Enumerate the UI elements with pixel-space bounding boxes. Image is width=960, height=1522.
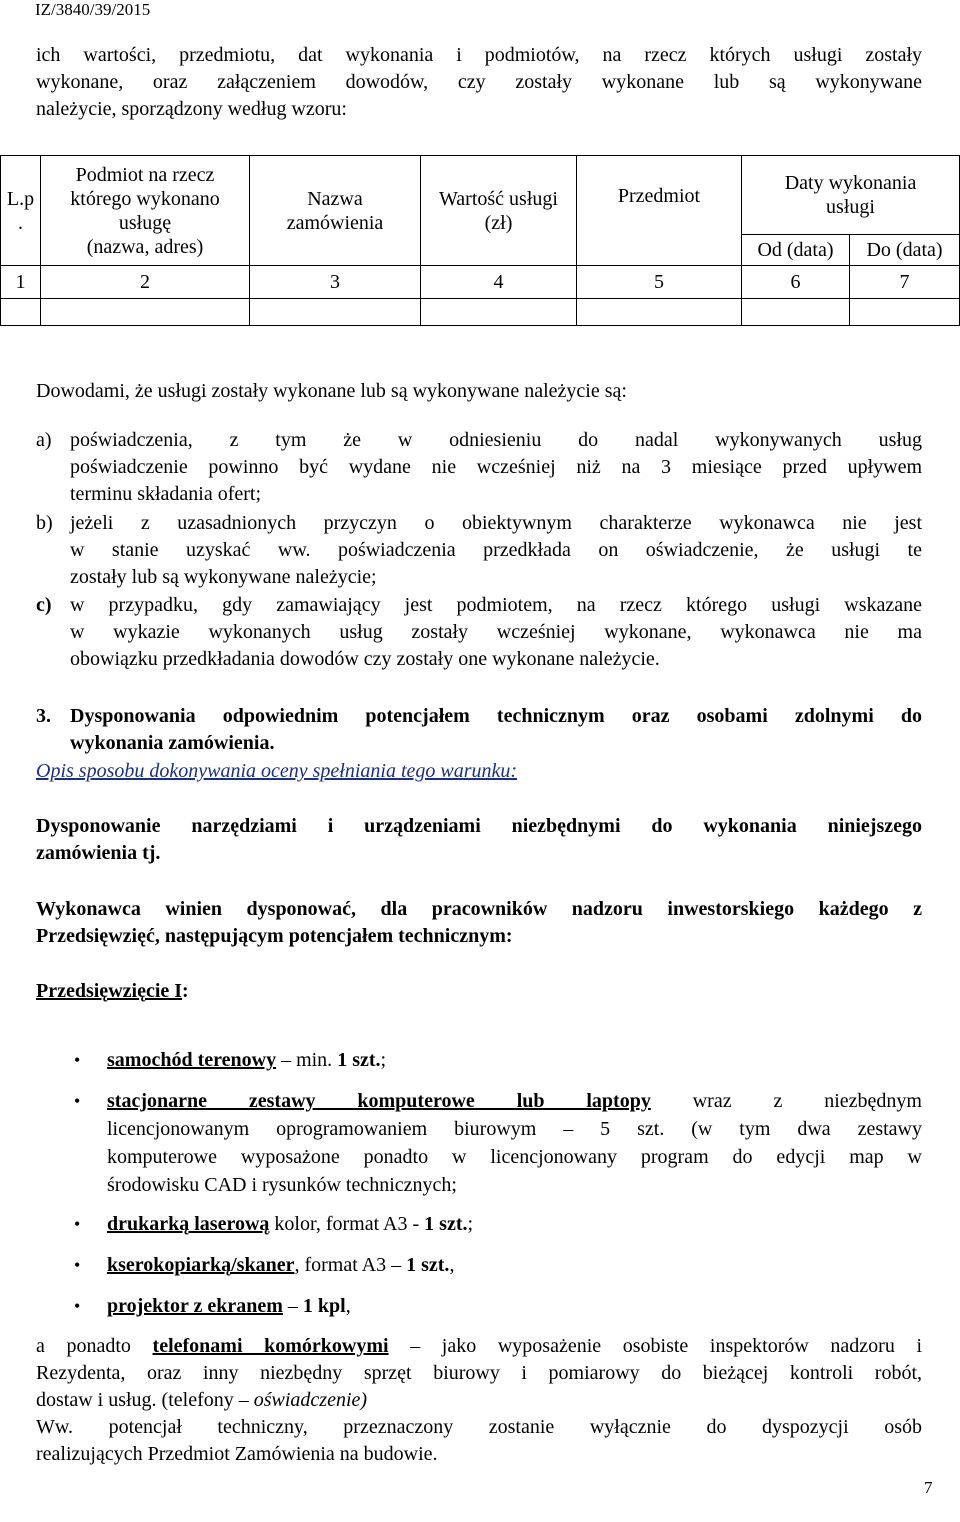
table-cell-empty[interactable] <box>421 299 577 326</box>
header-wartosc: Wartość usługi (zł) <box>421 156 577 266</box>
list-item-b: b) jeżeli z uzasadnionych przyczyn o obiektywnym charakterze wykonawca nie jest w stanie uzyskać ww. poświadczenia przedkłada on oświadczenie, że usługi te zostały lub są wykonywane należycie; <box>36 512 922 588</box>
bullet-icon: • <box>74 1255 81 1275</box>
table-cell-empty[interactable] <box>1 299 41 326</box>
list-item-samochod: • samochód terenowy – min. 1 szt.; <box>107 1046 922 1074</box>
bullet-icon: • <box>74 1091 81 1111</box>
intro-line: wykonane, oraz załączeniem dowodów, czy zostały wykonane lub są wykonywane <box>36 71 922 93</box>
table-cell-empty[interactable] <box>742 299 850 326</box>
list-item-c: c) w przypadku, gdy zamawiający jest podmiotem, na rzecz którego usługi wskazane w wykazie wykonanych usług zostały wcześniej wykonane, wykonawca nie ma obowiązku przedkładania dowodów czy zostały one wykonane należycie. <box>36 594 922 670</box>
przedsiewziecie-heading: Przedsięwzięcie I: <box>36 980 189 1002</box>
document-reference: IZ/3840/39/2015 <box>35 0 151 19</box>
list-item-kserokopiarka: • kserokopiarką/skaner, format A3 – 1 szt., <box>107 1251 922 1279</box>
bullet-icon: • <box>74 1296 81 1316</box>
opis-heading: Opis sposobu dokonywania oceny spełniania tego warunku: <box>36 760 518 782</box>
intro-paragraph <box>36 42 922 123</box>
table-cell-empty[interactable] <box>250 299 421 326</box>
bullet-icon: • <box>74 1214 81 1234</box>
header-daty: Daty wykonania usługi <box>742 156 960 235</box>
header-lp: L.p . <box>1 156 41 266</box>
intro-line: ich wartości, przedmiotu, dat wykonania i podmiotów, na rzecz których usługi zostały <box>36 44 922 66</box>
header-podmiot: Podmiot na rzecz którego wykonano usługę (nazwa, adres) <box>41 156 250 266</box>
intro-line: należycie, sporządzony według wzoru: <box>36 98 347 120</box>
closing-paragraph: a ponadto telefonami komórkowymi – jako wyposażenie osobiste inspektorów nadzoru i Rezydenta, oraz inny niezbędny sprzęt biurowy i pomiarowy do bieżącej kontroli robót, dostaw i usług. (telefony – oświadczenie) Ww. potencjał techniczny, przeznaczony zostanie wyłącznie do dyspozycji osób realizujących Przedmiot Zamówienia na budowie. <box>36 1335 922 1465</box>
wykonawca-paragraph: Wykonawca winien dysponować, dla pracowników nadzoru inwestorskiego każdego z Przedsięwzięć, następującym potencjałem technicznym: <box>36 898 922 947</box>
header-przedmiot: Przedmiot <box>577 156 742 266</box>
table-cell-empty[interactable] <box>850 299 960 326</box>
list-item-projektor: • projektor z ekranem – 1 kpl, <box>107 1292 922 1320</box>
table-cell-empty[interactable] <box>577 299 742 326</box>
header-do: Do (data) <box>850 235 960 266</box>
header-od: Od (data) <box>742 235 850 266</box>
col-number: 7 <box>850 266 960 299</box>
col-number: 6 <box>742 266 850 299</box>
col-number: 4 <box>421 266 577 299</box>
list-item-a: a) poświadczenia, z tym że w odniesieniu do nadal wykonywanych usług poświadczenie powinno być wydane nie wcześniej niż na 3 miesiące przed upływem terminu składania ofert; <box>36 429 922 505</box>
col-number: 1 <box>1 266 41 299</box>
section-3-title: 3. Dysponowania odpowiednim potencjałem technicznym oraz osobami zdolnymi do wykonania zamówienia. <box>36 705 922 754</box>
services-table <box>0 155 960 326</box>
header-nazwa: Nazwa zamówienia <box>250 156 421 266</box>
dowody-heading: Dowodami, że usługi zostały wykonane lub są wykonywane należycie są: <box>36 380 627 402</box>
bullet-icon: • <box>74 1050 81 1070</box>
col-number: 3 <box>250 266 421 299</box>
dysponowanie-paragraph: Dysponowanie narzędziami i urządzeniami niezbędnymi do wykonania niniejszego zamówienia tj. <box>36 815 922 864</box>
col-number: 2 <box>41 266 250 299</box>
list-item-drukarka: • drukarką laserową kolor, format A3 - 1 szt.; <box>107 1210 922 1238</box>
list-item-komputery: • stacjonarne zestawy komputerowe lub laptopy wraz z niezbędnym licencjonowanym oprogramowaniem biurowym – 5 szt. (w tym dwa zestawy komputerowe wyposażone ponadto w licencjonowany program do edycji map w środowisku CAD i rysunków technicznych; <box>107 1087 922 1199</box>
table-cell-empty[interactable] <box>41 299 250 326</box>
col-number: 5 <box>577 266 742 299</box>
page-number: 7 <box>924 1478 933 1497</box>
